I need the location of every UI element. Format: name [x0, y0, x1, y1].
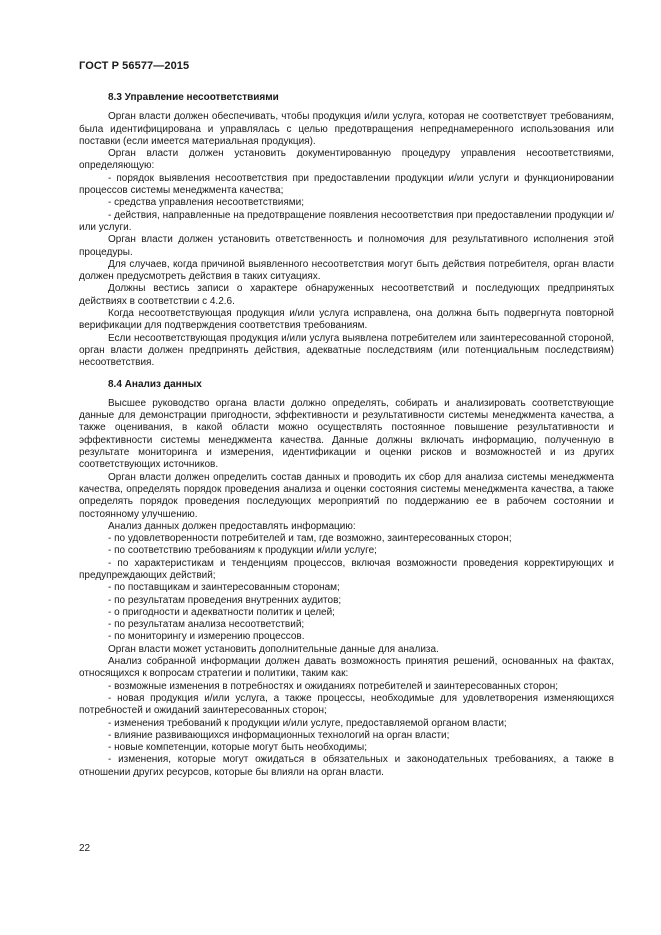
paragraph: Орган власти должен установить документированную процедуру управления несоответствиями, определяющую: — [79, 148, 614, 172]
list-item: - новая продукция и/или услуга, а также процессы, необходимые для удовлетворения изменяющихся потребностей и ожиданий заинтересованных сторон; — [79, 692, 614, 717]
list-item: - порядок выявления несоответствия при предоставлении продукции и/или услуги и функционировании процессов системы менеджмента качества; — [79, 172, 614, 197]
section-8-4 — [79, 379, 614, 780]
list-item: - новые компетенции, которые могут быть необходимы; — [108, 742, 368, 754]
paragraph: Когда несоответствующая продукция и/или услуга исправлена, она должна быть подвергнута повторной верификации для подтверждения соответствия требованиям. — [79, 308, 614, 332]
paragraph: Орган власти может установить дополнительные данные для анализа. — [108, 643, 439, 655]
standard-header: ГОСТ Р 56577—2015 — [79, 60, 190, 72]
list-item: - по удовлетворенности потребителей и там, где возможно, заинтересованных сторон; — [108, 533, 512, 545]
list-item: - по результатам проведения внутренних аудитов; — [108, 594, 342, 606]
paragraph: Орган власти должен установить ответственность и полномочия для результативного исполнения этой процедуры. — [79, 234, 614, 258]
paragraph: Орган власти должен определить состав данных и проводить их сбор для анализа системы менеджмента качества, определять порядок проведения анализа и оценки состояния системы менеджмента качества, а также определять порядок проведения последующих мероприятий по поддержанию ее в рабочем состоянии и постоянному улучшению. — [79, 471, 614, 520]
paragraph: Анализ данных должен предоставлять информацию: — [108, 520, 356, 532]
section-8-3 — [79, 92, 614, 370]
section-title: 8.4 Анализ данных — [108, 378, 202, 390]
paragraph: Если несоответствующая продукция и/или услуга выявлена потребителем или заинтересованной стороной, орган власти должен предпринять действия, адекватные последствиям (или потенциальным последствиям) несоответствия. — [79, 332, 614, 369]
list-item: - средства управления несоответствиями; — [108, 197, 304, 209]
list-item: - по результатам анализа несоответствий; — [108, 619, 305, 631]
list-item: - по характеристикам и тенденциям процессов, включая возможности проведения корректирующих и предупреждающих действий; — [79, 557, 614, 581]
section-title: 8.3 Управление несоответствиями — [108, 92, 279, 103]
paragraph: Высшее руководство органа власти должно определять, собирать и анализировать соответствующие данные для демонстрации пригодности, эффективности и результативности системы менеджмента качества, а также оценивания, в какой области можно осуществлять постоянное повышение результативности и эффективности системы менеджмента качества. Данные должны включать информацию, полученную в результате мониторинга и измерения, идентификации и оценки рисков и возможностей и из других соответствующих источников. — [79, 397, 614, 471]
list-item: - изменения, которые могут ожидаться в обязательных и законодательных требованиях, а также в отношении других ресурсов, которые бы влияли на орган власти. — [79, 754, 614, 778]
list-item: - возможные изменения в потребностях и ожиданиях потребителей и заинтересованных сторон; — [108, 680, 558, 692]
document-body — [79, 92, 614, 779]
list-item: - по поставщикам и заинтересованным сторонам; — [108, 582, 340, 594]
list-item: - по соответствию требованиям к продукции и/или услуге; — [108, 545, 377, 557]
list-item: - по мониторингу и измерению процессов. — [108, 631, 305, 643]
list-item: - о пригодности и адекватности политик и целей; — [108, 606, 335, 618]
paragraph: Должны вестись записи о характере обнаруженных несоответствий и последующих предпринятых действиях в соответствии с 4.2.6. — [79, 283, 614, 307]
list-item: - влияние развивающихся информационных технологий на орган власти; — [108, 729, 450, 741]
paragraph: Анализ собранной информации должен давать возможность принятия решений, основанных на фактах, относящихся к вопросам стратегии и политики, таким как: — [79, 656, 614, 680]
page-number: 22 — [79, 843, 91, 854]
list-item: - действия, направленные на предотвращение появления несоответствия при предоставлении продукции и/или услуги. — [79, 209, 614, 233]
paragraph: Орган власти должен обеспечивать, чтобы продукция и/или услуга, которая не соответствует требованиям, была идентифицирована и управлялась с целью предотвращения непреднамеренного использования или поставки (если имеется материальная продукция). — [79, 111, 614, 147]
list-item: - изменения требований к продукции и/или услуге, предоставляемой органом власти; — [108, 717, 507, 729]
paragraph: Для случаев, когда причиной выявленного несоответствия могут быть действия потребителя, орган власти должен предусмотреть действия в таких ситуациях. — [79, 258, 614, 283]
